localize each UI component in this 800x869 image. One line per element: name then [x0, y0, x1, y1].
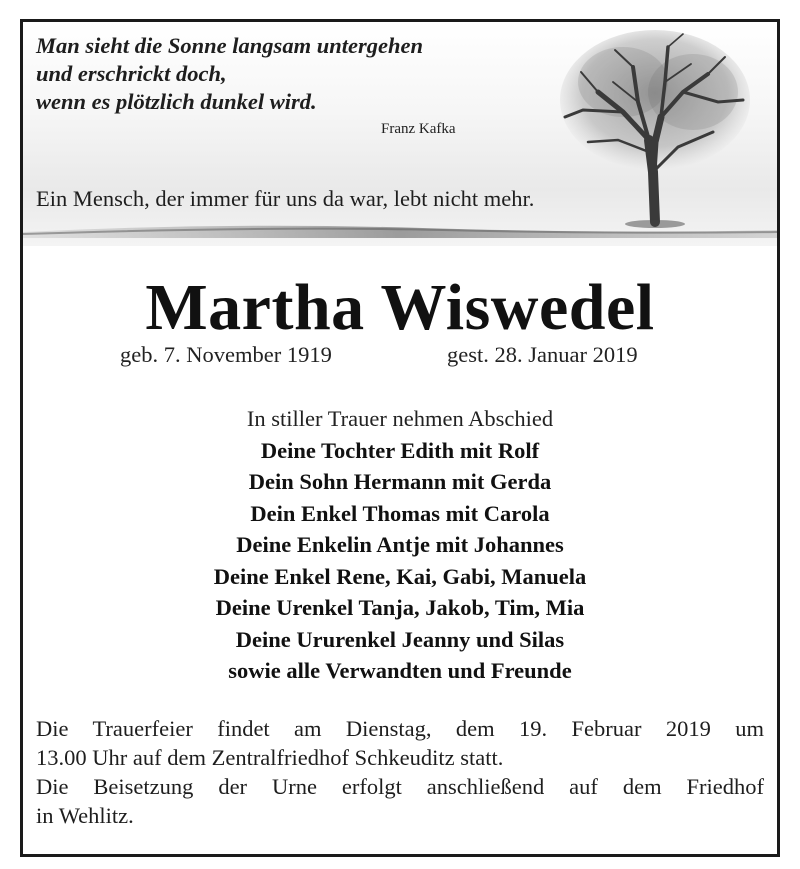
mourner-line: Deine Urenkel Tanja, Jakob, Tim, Mia	[215, 595, 585, 620]
burial-line: in Wehlitz.	[36, 803, 134, 828]
quote-line: Man sieht die Sonne langsam untergehen	[36, 33, 423, 58]
birth-date: geb. 7. November 1919	[120, 342, 332, 367]
burial-line: Die Beisetzung der Urne erfolgt anschließend auf dem Friedhof	[36, 774, 764, 799]
mourner-line: Deine Tochter Edith mit Rolf	[260, 437, 540, 463]
mourner-line: Deine Enkel Rene, Kai, Gabi, Manuela	[213, 563, 587, 589]
death-date: gest. 28. Januar 2019	[447, 342, 638, 367]
mourners-list	[23, 403, 777, 687]
funeral-line: 13.00 Uhr auf dem Zentralfriedhof Schkeuditz statt.	[36, 745, 504, 770]
funeral-notice	[36, 714, 764, 830]
mourner-line: Dein Sohn Hermann mit Gerda	[248, 469, 552, 494]
header-banner	[23, 22, 777, 246]
quote-line: und erschrickt doch,	[36, 61, 227, 86]
obituary-frame	[20, 19, 780, 857]
deceased-name: Martha Wiswedel	[145, 271, 655, 344]
quote-author: Franz Kafka	[381, 121, 456, 137]
mourner-line: sowie alle Verwandten und Freunde	[228, 658, 572, 683]
mourners-intro: In stiller Trauer nehmen Abschied	[246, 406, 554, 431]
memorial-subline: Ein Mensch, der immer für uns da war, lebt nicht mehr.	[36, 186, 535, 211]
quote-line: wenn es plötzlich dunkel wird.	[36, 89, 317, 114]
kafka-quote	[36, 32, 423, 116]
mourner-line: Dein Enkel Thomas mit Carola	[250, 500, 550, 526]
mourner-line: Deine Enkelin Antje mit Johannes	[236, 532, 564, 557]
funeral-line: Die Trauerfeier findet am Dienstag, dem 19. Februar 2019 um	[36, 716, 764, 741]
tree-icon	[543, 22, 763, 232]
mourner-line: Deine Ururenkel Jeanny und Silas	[235, 626, 565, 652]
